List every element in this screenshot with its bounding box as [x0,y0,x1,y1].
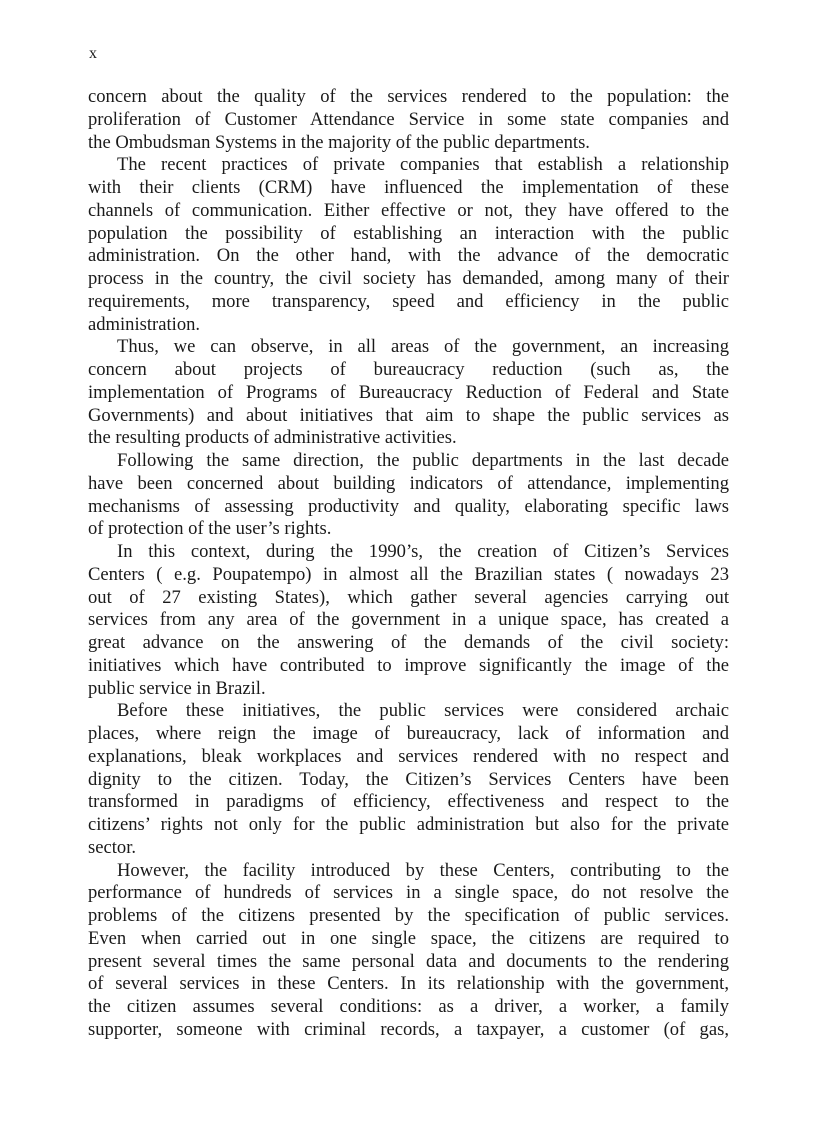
text-line: concern about projects of bureaucracy reduction (such as, the [88,359,729,380]
text-line: proliferation of Customer Attendance Service in some state companies and [88,108,729,130]
text-line: concern about the quality of the services rendered to the population: the [88,86,729,107]
text-line: explanations, bleak workplaces and services rendered with no respect and [88,745,729,767]
text-line: present several times the same personal data and documents to the rendering [88,950,729,972]
text-line: administration. On the other hand, with the advance of the democratic [88,245,729,267]
text-line: sector. [88,836,137,858]
text-line: requirements, more transparency, speed and efficiency in the public [88,290,729,312]
text-line: administration. [88,313,201,335]
text-line: Following the same direction, the public departments in the last decade [117,450,729,471]
text-line: the Ombudsman Systems in the majority of the public departments. [88,131,590,153]
text-line: Thus, we can observe, in all areas of the government, an increasing [117,336,729,358]
text-line: out of 27 existing States), which gather several agencies carrying out [88,586,729,608]
text-line: services from any area of the government in a unique space, has created a [88,609,729,631]
text-line: population the possibility of establishing an interaction with the public [88,222,729,244]
text-line: places, where reign the image of bureaucracy, lack of information and [88,723,729,744]
text-line: However, the facility introduced by these Centers, contributing to the [117,859,729,881]
text-line: with their clients (CRM) have influenced the implementation of these [88,177,729,198]
text-line: Even when carried out in one single space, the citizens are required to [88,927,729,949]
text-line: implementation of Programs of Bureaucracy Reduction of Federal and State [88,381,729,403]
text-line: problems of the citizens presented by the specification of public services. [88,905,729,926]
text-line: of several services in these Centers. In its relationship with the government, [88,973,729,995]
text-line: In this context, during the 1990’s, the creation of Citizen’s Services [117,541,729,562]
text-line: public service in Brazil. [88,677,266,699]
text-line: Before these initiatives, the public services were considered archaic [117,700,729,722]
text-line: dignity to the citizen. Today, the Citizen’s Services Centers have been [88,768,729,790]
text-line: mechanisms of assessing productivity and quality, elaborating specific laws [88,495,729,517]
text-line: The recent practices of private companies that establish a relationship [117,154,729,176]
text-line: great advance on the answering of the demands of the civil society: [88,632,729,653]
body-text [88,86,729,1042]
text-line: process in the country, the civil society has demanded, among many of their [88,268,729,289]
text-line: citizens’ rights not only for the public administration but also for the private [88,814,729,835]
text-line: supporter, someone with criminal records, a taxpayer, a customer (of gas, [88,1018,729,1040]
text-line: Centers ( e.g. Poupatempo) in almost all the Brazilian states ( nowadays 23 [88,563,729,585]
text-line: performance of hundreds of services in a single space, do not resolve the [88,882,729,904]
text-line: channels of communication. Either effective or not, they have offered to the [88,199,729,221]
page-number: x [89,45,97,62]
text-line: initiatives which have contributed to improve significantly the image of the [88,654,729,676]
text-line: Governments) and about initiatives that aim to shape the public services as [88,404,729,426]
text-line: of protection of the user’s rights. [88,518,332,540]
text-line: transformed in paradigms of efficiency, effectiveness and respect to the [88,791,729,813]
text-line: the citizen assumes several conditions: as a driver, a worker, a family [88,996,729,1017]
text-line: the resulting products of administrative activities. [88,427,457,449]
text-line: have been concerned about building indicators of attendance, implementing [88,472,729,494]
